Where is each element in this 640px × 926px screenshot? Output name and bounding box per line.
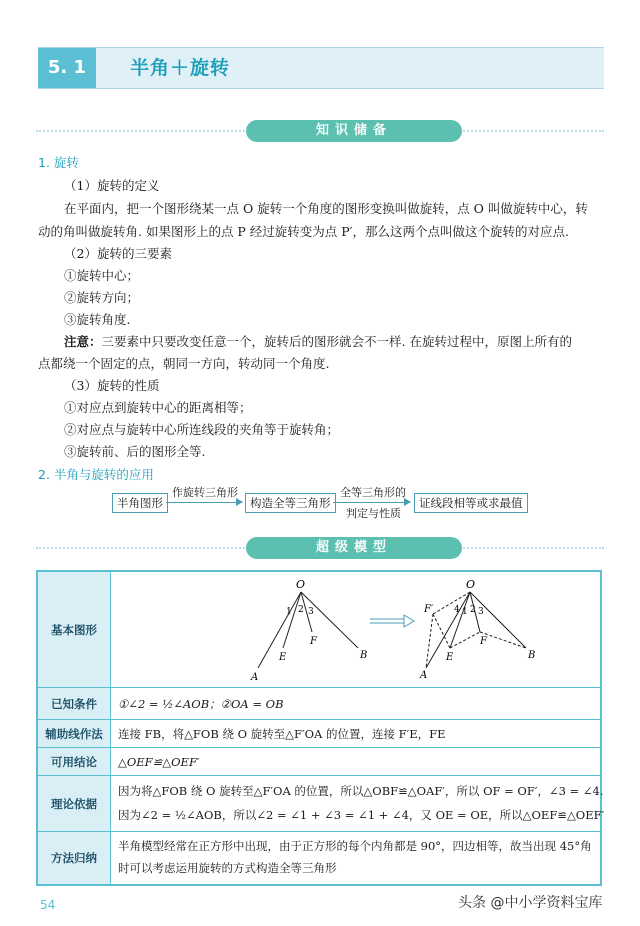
fig-label-O: O: [296, 578, 306, 591]
model-table: [36, 570, 605, 886]
fig-label-2: 2: [298, 605, 304, 615]
fig2-label-3: 3: [478, 607, 484, 617]
label-method: 方法归纳: [38, 832, 111, 884]
row-given: [38, 688, 600, 720]
fig-label-A: A: [251, 672, 259, 683]
method-line2: 时可以考虑运用旋转的方式构造全等三角形: [118, 861, 337, 875]
row-method: [38, 832, 600, 884]
fig-label-3: 3: [308, 607, 314, 617]
fig2-label-B: B: [528, 650, 536, 661]
flow-box-1: 半角图形: [112, 493, 168, 513]
note-text1: 三要素中只要改变任意一个，旋转后的图形就会不一样. 在旋转过程中，原图上所有的: [101, 334, 572, 349]
flow-box-3: 证线段相等或求最值: [414, 493, 528, 513]
watermark: 头条 @中小学资料宝库: [458, 895, 603, 911]
flow-arrowhead-2: [404, 498, 411, 506]
row-conclusion: [38, 748, 600, 776]
banner-model-label: 超级模型: [246, 537, 462, 559]
fig2-label-4: 4: [454, 605, 460, 615]
page-number: 54: [40, 898, 56, 912]
flow-arrow2-label-bottom: 判定与性质: [346, 507, 401, 520]
label-theory: 理论依据: [38, 776, 111, 831]
note-label: 注意：: [64, 334, 102, 349]
def-heading: （1）旋转的定义: [64, 178, 160, 193]
fig2-label-F: F: [480, 636, 487, 647]
element-1: ①旋转中心；: [64, 268, 140, 283]
label-given: 已知条件: [38, 688, 111, 719]
theory-line2: 因为∠2 = ½∠AOB，所以∠2 = ∠1 + ∠3 = ∠1 + ∠4，又 OE = OE，所以△OEF≌△OEF′: [118, 808, 605, 822]
note-line2: 点都绕一个固定的点，朝同一方向，转动同一个角度.: [38, 356, 330, 371]
fig-label-B: B: [360, 650, 368, 661]
row-theory: [38, 776, 605, 832]
element-2: ②旋转方向；: [64, 290, 140, 305]
fig-label-1: 1: [286, 607, 292, 617]
prop-1: ①对应点到旋转中心的距离相等；: [64, 400, 252, 415]
section-header: [38, 47, 604, 89]
rotate-arrow-icon: [370, 615, 414, 627]
sec1-title: 1. 旋转: [38, 155, 79, 170]
banner-knowledge: [36, 120, 604, 142]
prop-3: ③旋转前、后的图形全等.: [64, 444, 206, 459]
note-line1: [64, 331, 572, 353]
flow-arrow-1: [166, 502, 236, 503]
flow-arrowhead-1: [236, 498, 243, 506]
section-number: 5. 1: [38, 48, 96, 88]
def-line1: 在平面内，把一个图形绕某一点 O 旋转一个角度的图形变换叫做旋转，点 O 叫做旋转中心，转: [64, 201, 588, 216]
auxiliary-content: 连接 FB，将△FOB 绕 O 旋转至△F′OA 的位置，连接 F′E，FE: [118, 727, 446, 741]
fig2-label-E: E: [446, 652, 454, 663]
fig2-label-2: 2: [470, 605, 476, 615]
label-auxiliary: 辅助线作法: [38, 720, 111, 747]
theory-line1: 因为将△FOB 绕 O 旋转至△F′OA 的位置，所以△OBF≌△OAF′，所以 OF = OF′，∠3 = ∠4.: [118, 784, 604, 798]
element-3: ③旋转角度.: [64, 312, 131, 327]
row-auxiliary: [38, 720, 600, 748]
banner-model: [36, 537, 604, 559]
sec2-title: 2. 半角与旋转的应用: [38, 467, 154, 482]
prop-2: ②对应点与旋转中心所连线段的夹角等于旋转角；: [64, 422, 340, 437]
label-basic-figure: 基本图形: [38, 572, 111, 687]
flow-box-2: 构造全等三角形: [245, 493, 336, 513]
fig2-label-Fprime: F′: [424, 604, 434, 615]
fig2-label-A: A: [420, 670, 428, 681]
method-line1: 半角模型经常在正方形中出现，由于正方形的每个内角都是 90°，四边相等，故当出现 45°角: [118, 839, 592, 853]
flow-arrow2-label-top: 全等三角形的: [340, 486, 406, 499]
fig-label-F: F: [310, 636, 317, 647]
fig2-label-1: 1: [462, 607, 468, 617]
basic-figure-diagram: [188, 576, 548, 684]
conclusion-content: △OEF≌△OEF′: [118, 755, 200, 769]
fig2-label-O: O: [466, 578, 476, 591]
fig-label-E: E: [279, 652, 287, 663]
section-title: 半角＋旋转: [130, 57, 231, 79]
flow-arrow1-label: 作旋转三角形: [172, 486, 238, 499]
def-line2: 动的角叫做旋转角. 如果图形上的点 P 经过旋转变为点 P′，那么这两个点叫做这个旋转的对应点.: [38, 224, 570, 239]
label-conclusion: 可用结论: [38, 748, 111, 775]
elements-heading: （2）旋转的三要素: [64, 246, 172, 261]
row-basic-figure: [38, 572, 600, 688]
given-content: ①∠2 = ½∠AOB；②OA = OB: [118, 697, 284, 711]
banner-knowledge-label: 知识储备: [246, 120, 462, 142]
flow-arrow-2: [333, 502, 404, 503]
props-heading: （3）旋转的性质: [64, 378, 160, 393]
